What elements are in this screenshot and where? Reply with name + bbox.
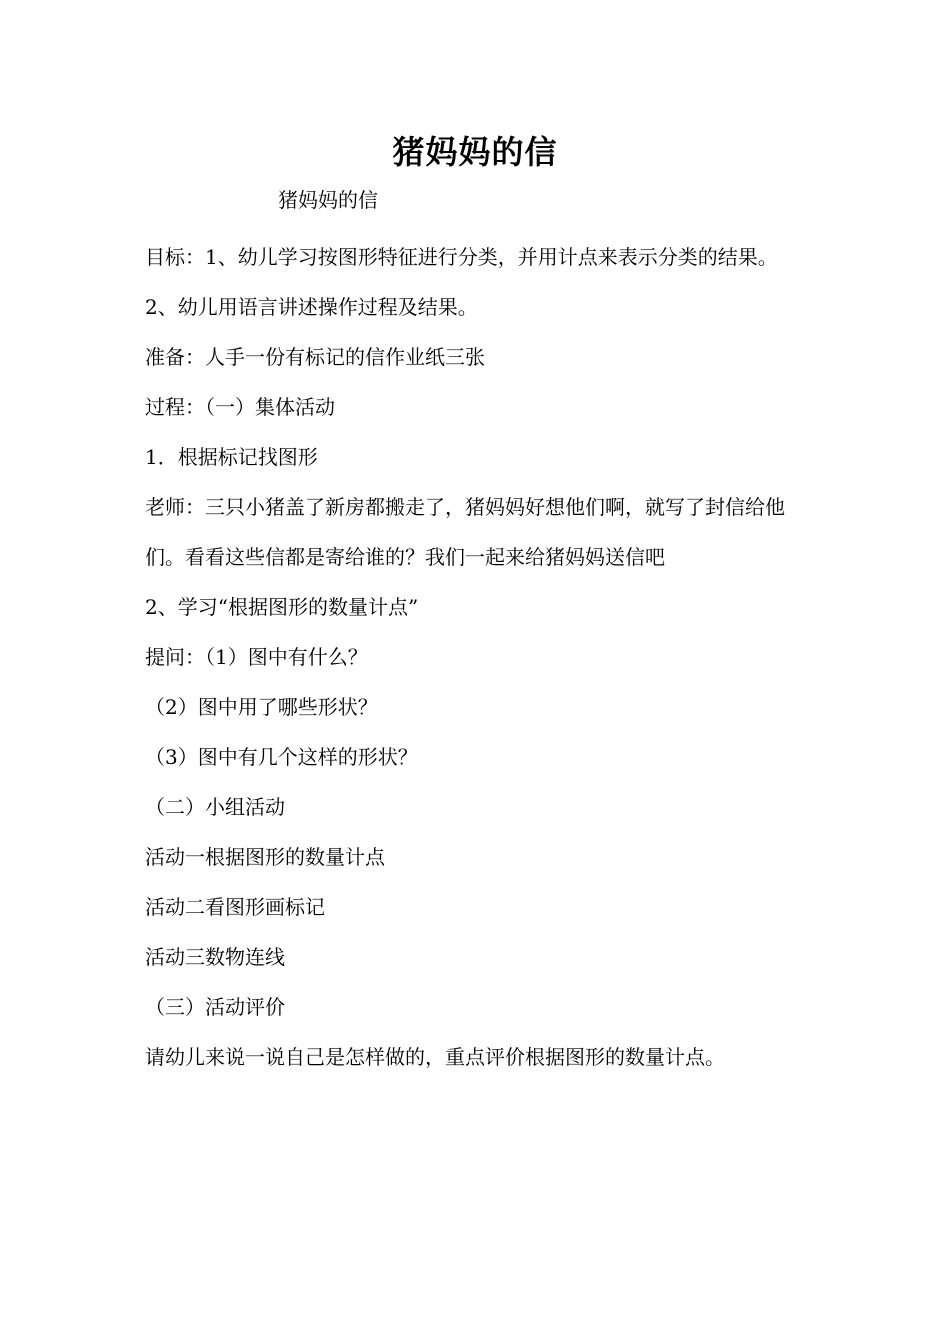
paragraph-evaluation: （三）活动评价	[145, 995, 285, 1019]
paragraph-goal-2: 2、幼儿用语言讲述操作过程及结果。	[145, 295, 478, 319]
paragraph-goal: 目标：1、幼儿学习按图形特征进行分类，并用计点来表示分类的结果。	[145, 245, 778, 269]
document-body	[145, 232, 815, 1082]
paragraph-question-2: （2）图中用了哪些形状？	[145, 695, 378, 719]
paragraph-question-1: 提问：（1）图中有什么？	[145, 645, 368, 669]
document-subtitle: 猪妈妈的信	[278, 188, 378, 212]
paragraph-activity-1: 活动一根据图形的数量计点	[145, 845, 385, 869]
paragraph-activity-2: 活动二看图形画标记	[145, 895, 325, 919]
paragraph-group-activity: （二）小组活动	[145, 795, 285, 819]
paragraph-teacher: 老师：三只小猪盖了新房都搬走了，猪妈妈好想他们啊，就写了封信给他们。看看这些信都是寄给谁的？我们一起来给猪妈妈送信吧	[145, 495, 785, 569]
document-title: 猪妈妈的信	[392, 133, 558, 171]
paragraph-process: 过程：（一）集体活动	[145, 395, 335, 419]
paragraph-step-2: 2、学习“根据图形的数量计点”	[145, 595, 419, 619]
paragraph-activity-3: 活动三数物连线	[145, 945, 285, 969]
paragraph-evaluation-detail: 请幼儿来说一说自己是怎样做的，重点评价根据图形的数量计点。	[145, 1045, 725, 1069]
paragraph-question-3: （3）图中有几个这样的形状？	[145, 745, 418, 769]
paragraph-preparation: 准备：人手一份有标记的信作业纸三张	[145, 345, 485, 369]
paragraph-step-1: 1．根据标记找图形	[145, 445, 318, 469]
